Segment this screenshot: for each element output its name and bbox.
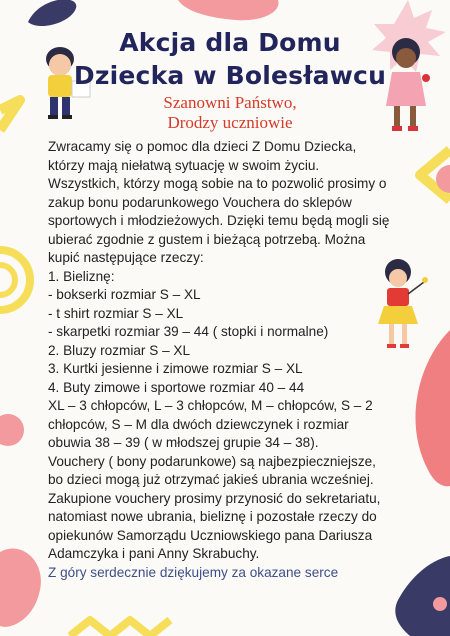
pink-dot-bottom-right: [433, 597, 447, 611]
navy-leaf-shape: [28, 0, 76, 26]
navy-leaf-bottom-right: [395, 556, 450, 636]
greeting-line-1: Szanowni Państwo,: [163, 93, 297, 112]
intro-paragraph: Zwracamy się o pomoc dla dzieci Z Domu Dziecka, którzy mają niełatwą sytuację w swoim życiu. Wszystkich, którzy mogą sobie na to pozwolić prosimy o zakup bonu podarunkowego Vouchera do sklepów sportowych i młodzieżowych. Dzięki temu będą mogli się ubierać zgodnie z gustem i bieżącą potrzebą. Można kupić następujące rzeczy:: [48, 139, 390, 265]
vouchers-paragraph: Vouchery ( bony podarunkowe) są najbezpieczniejsze, bo dzieci mogą już otrzymać jakieś ubrania wcześniej.: [48, 453, 376, 487]
title-line-1: Akcja dla Domu: [119, 28, 341, 57]
yellow-zigzag-bottom: [70, 620, 170, 636]
greeting: [120, 93, 340, 133]
thanks-line: Z góry serdecznie dziękujemy za okazane serce: [48, 564, 339, 580]
list-item: - bokserki rozmiar S – XL: [48, 287, 201, 302]
list-item: - t shirt rozmiar S – XL: [48, 305, 184, 321]
list-item: 3. Kurtki jesienne i zimowe rozmiar S – XL: [48, 361, 303, 376]
sizes-paragraph: XL – 3 chłopców, L – 3 chłopców, M – chłopców, S – 2 chłopców, S – M dla dwóch dziewczynek i rozmiar obuwia 38 – 39 ( w młodszej grupie 34 – 38).: [48, 398, 373, 450]
delivery-paragraph: Zakupione vouchery prosimy przynosić do sekretariatu, natomiast nowe ubrania, bieliznę i pozostałe rzeczy do opiekunów Samorządu Uczniowskiego pana Dariusza Adamczyka i pani Anny Skrabuchy.: [48, 490, 381, 561]
sparkle-icon: [422, 277, 428, 283]
page-title: [70, 26, 390, 92]
pink-circle-left: [0, 414, 24, 446]
list-item: - skarpetki rozmiar 39 – 44 ( stopki i normalne): [48, 324, 329, 339]
list-item: 4. Buty zimowe i sportowe rozmiar 40 – 44: [48, 379, 305, 395]
list-item: 2. Bluzy rozmiar S – XL: [48, 342, 191, 358]
pink-blob-top: [178, 0, 279, 20]
pink-blob-bottom-left: [0, 548, 41, 626]
yellow-zigzag-left: [0, 100, 20, 130]
letter-body: [48, 138, 393, 582]
greeting-line-2: Drodzy uczniowie: [167, 113, 293, 132]
list-item: 1. Bieliznę:: [48, 268, 115, 284]
title-line-2: Dziecka w Bolesławcu: [73, 61, 387, 90]
